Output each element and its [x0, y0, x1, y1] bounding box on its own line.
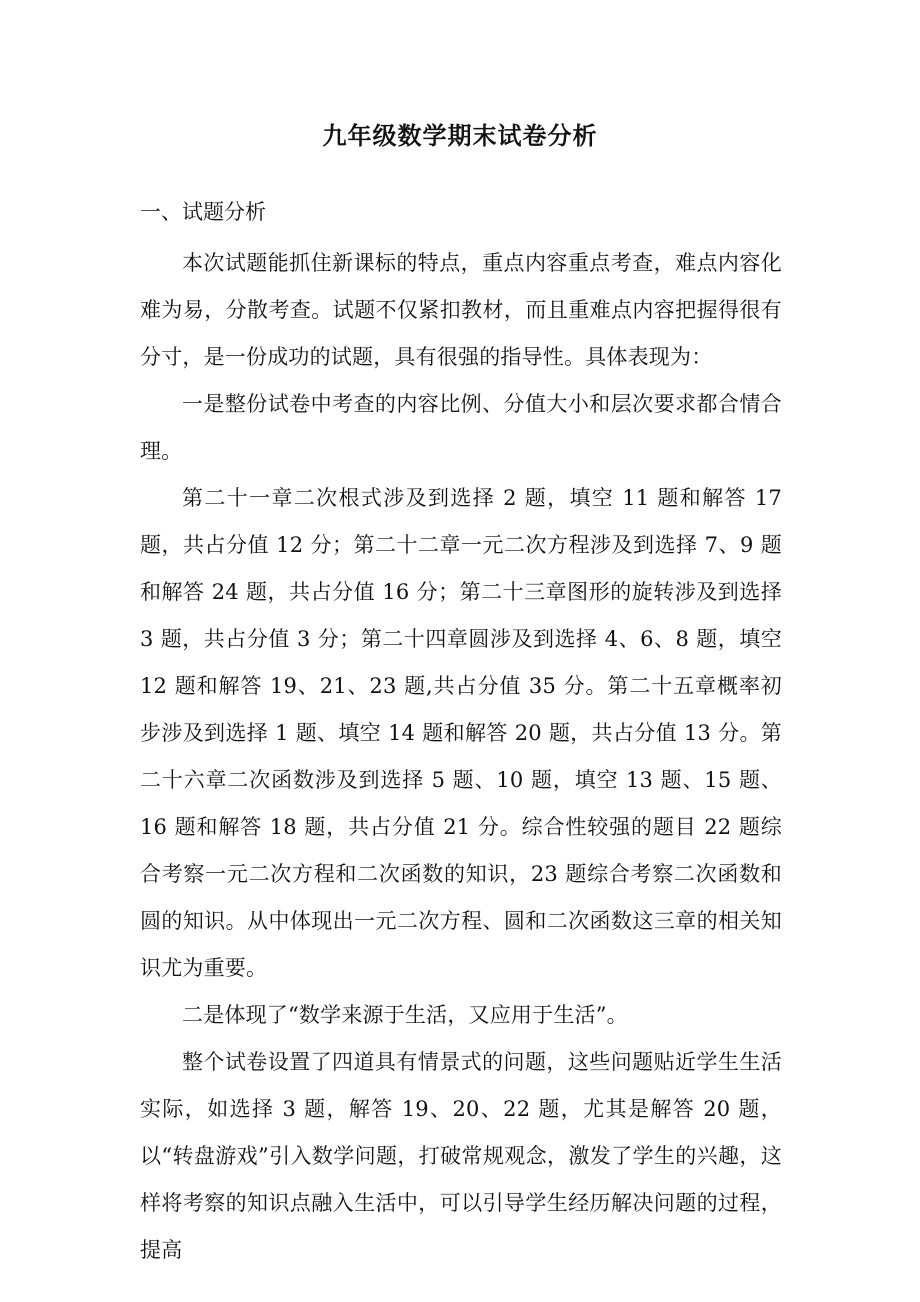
section-heading: 一、试题分析 [140, 200, 266, 224]
document-body [140, 240, 782, 1274]
paragraph-3: 第二十一章二次根式涉及到选择 2 题，填空 11 题和解答 17 题，共占分值 12 分；第二十二章一元二次方程涉及到选择 7、9 题和解答 24 题，共占分值 16 分；第二十三章图形的旋转涉及到选择 3 题，共占分值 3 分；第二十四章圆涉及到选择 4、6、8 题，填空 12 题和解答 19、21、23 题,共占分值 35 分。第二十五章概率初步涉及到选择 1 题、填空 14 题和解答 20 题，共占分值 13 分。第二十六章二次函数涉及到选择 5 题、10 题，填空 13 题、15 题、16 题和解答 18 题，共占分值 21 分。综合性较强的题目 22 题综合考察一元二次方程和二次函数的知识，23 题综合考察二次函数和圆的知识。从中体现出一元二次方程、圆和二次函数这三章的相关知识尤为重要。 [140, 486, 782, 980]
paragraph-5: 整个试卷设置了四道具有情景式的问题，这些问题贴近学生生活实际，如选择 3 题，解答 19、20、22 题，尤其是解答 20 题，以“转盘游戏”引入数学问题，打破常规观念，激发了学生的兴趣，这样将考察的知识点融入生活中，可以引导学生经历解决问题的过程，提高 [140, 1050, 782, 1262]
paragraph-1: 本次试题能抓住新课标的特点，重点内容重点考查，难点内容化难为易，分散考查。试题不仅紧扣教材，而且重难点内容把握得很有分寸，是一份成功的试题，具有很强的指导性。具体表现为： [140, 251, 782, 369]
paragraph-2: 一是整份试卷中考查的内容比例、分值大小和层次要求都合情合理。 [140, 392, 782, 463]
paragraph-4: 二是体现了“数学来源于生活，又应用于生活”。 [182, 1003, 628, 1027]
document-title: 九年级数学期末试卷分析 [322, 121, 598, 150]
